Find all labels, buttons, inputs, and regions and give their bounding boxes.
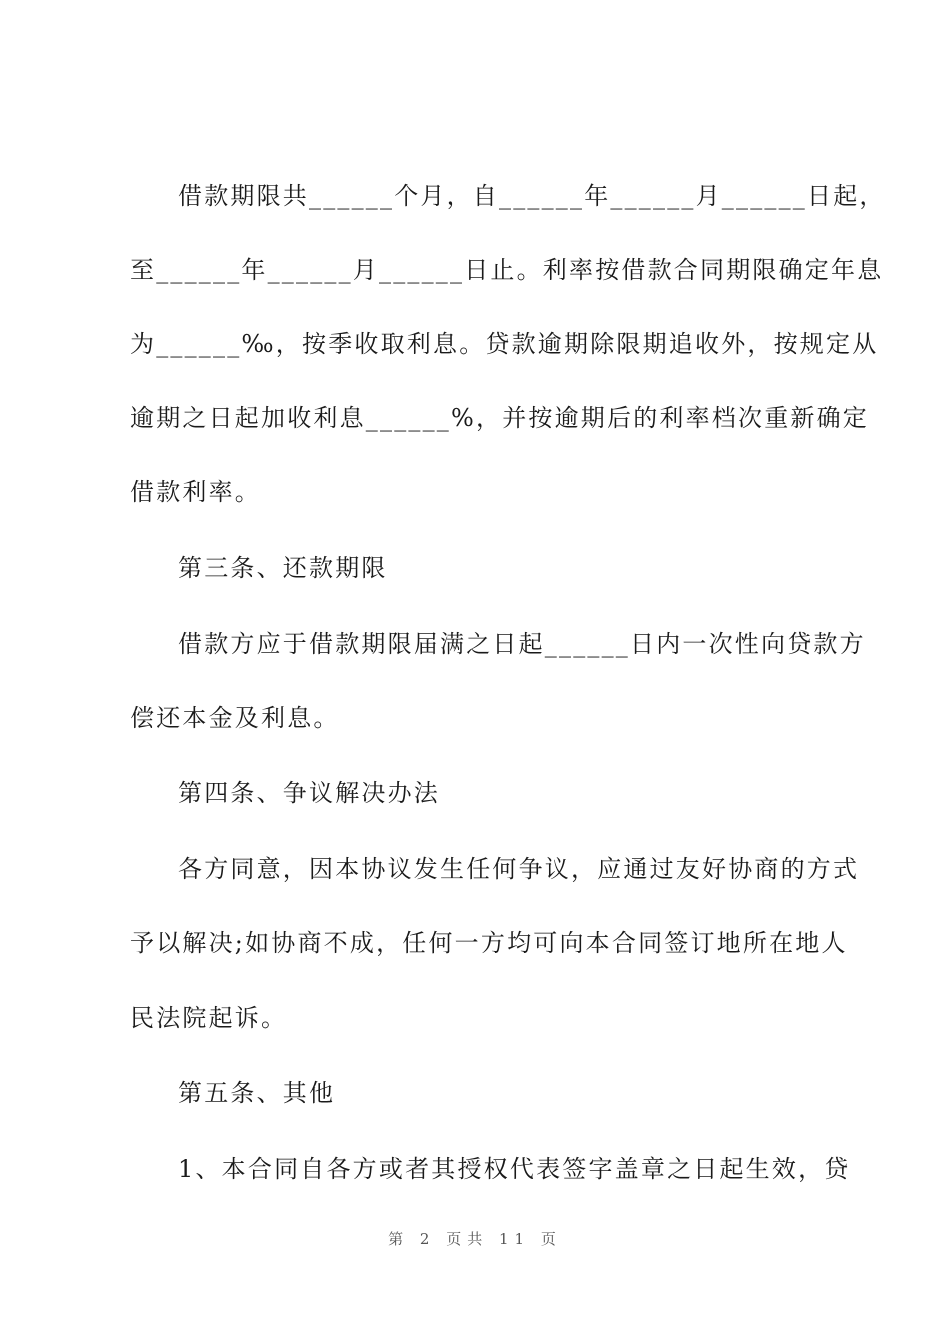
paragraph-line: 至______年______月______日止。利率按借款合同期限确定年息 — [130, 256, 884, 284]
paragraph-line: 予以解决;如协商不成，任何一方均可向本合同签订地所在地人 — [130, 929, 848, 957]
page-number-footer: 第 2 页共 11 页 — [388, 1230, 562, 1248]
paragraph-line: 为______‰，按季收取利息。贷款逾期除限期追收外，按规定从 — [130, 330, 879, 358]
paragraph-line: 逾期之日起加收利息______%，并按逾期后的利率档次重新确定 — [130, 404, 870, 432]
section-heading: 第三条、还款期限 — [178, 554, 388, 582]
paragraph-line: 1、本合同自各方或者其授权代表签字盖章之日起生效，贷 — [178, 1155, 851, 1183]
paragraph-line: 借款方应于借款期限届满之日起______日内一次性向贷款方 — [178, 630, 866, 658]
paragraph-line: 民法院起诉。 — [130, 1004, 288, 1032]
paragraph-line: 借款利率。 — [130, 478, 261, 506]
paragraph-line: 偿还本金及利息。 — [130, 704, 340, 732]
paragraph-line: 各方同意，因本协议发生任何争议，应通过友好协商的方式 — [178, 855, 860, 883]
section-heading: 第四条、争议解决办法 — [178, 779, 440, 807]
section-heading: 第五条、其他 — [178, 1079, 336, 1107]
paragraph-line: 借款期限共______个月，自______年______月______日起， — [178, 182, 886, 210]
